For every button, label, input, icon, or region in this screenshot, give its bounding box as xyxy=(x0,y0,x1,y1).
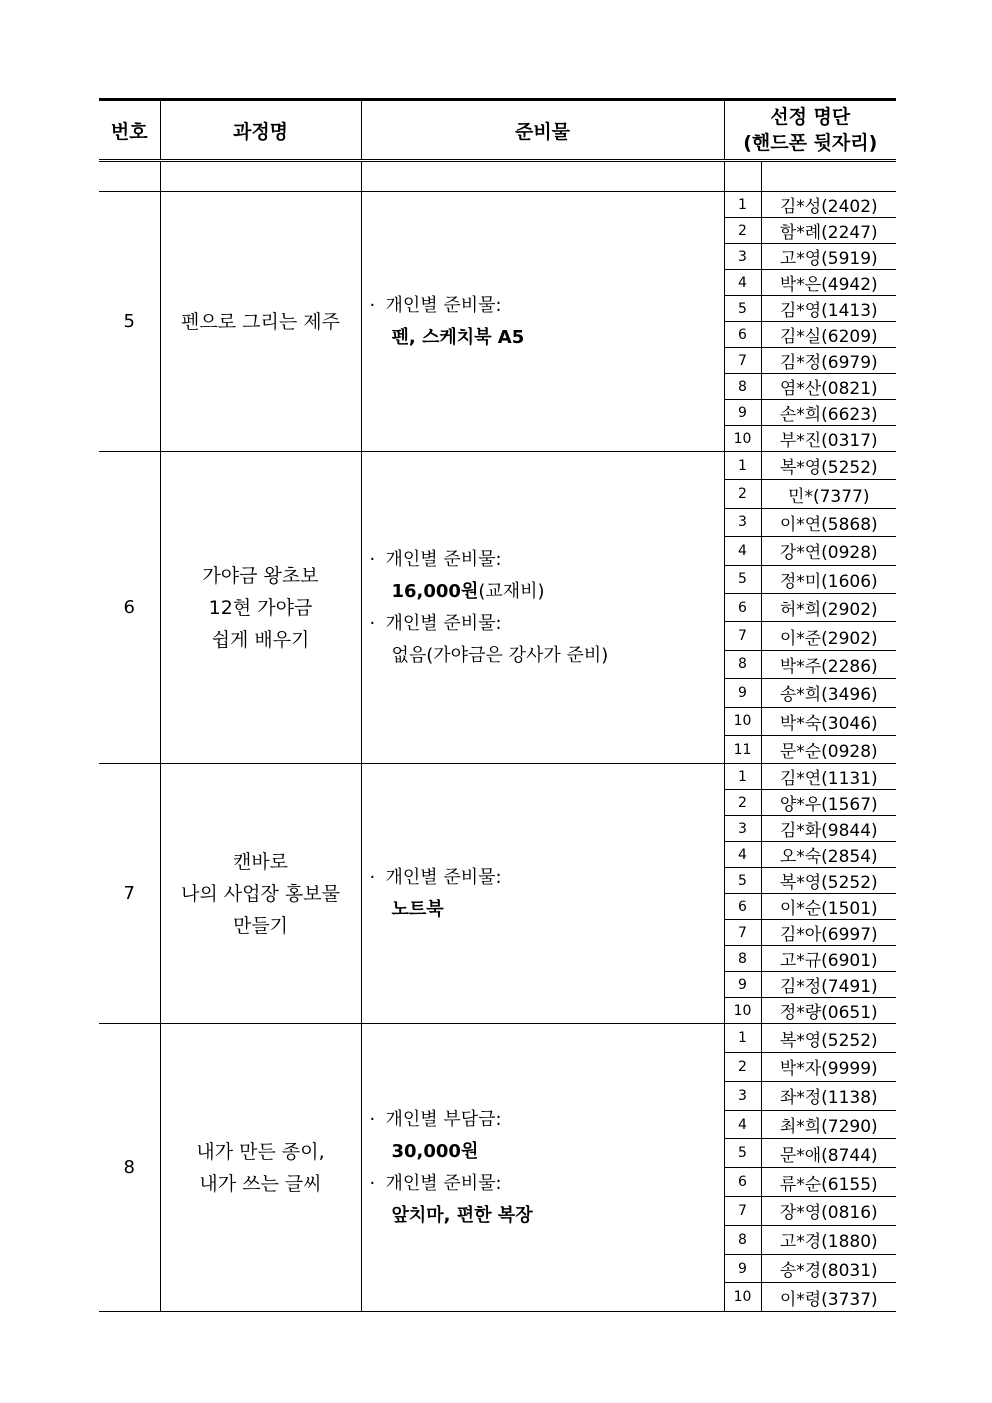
selection-index: 5 xyxy=(724,565,761,593)
header-course: 과정명 xyxy=(160,100,361,161)
selection-index: 8 xyxy=(724,1225,761,1254)
selection-index: 10 xyxy=(724,426,761,452)
selection-index: 11 xyxy=(724,735,761,763)
prep-item-value xyxy=(370,1136,724,1168)
selection-index: 10 xyxy=(724,998,761,1024)
table-row xyxy=(99,452,896,480)
selected-person: 허*희(2902) xyxy=(761,593,896,621)
prep-value-text: 앞치마, 편한 복장 xyxy=(391,1204,533,1226)
prep-item-value xyxy=(370,894,724,926)
prep-value-suffix: (교재비) xyxy=(478,580,545,602)
selection-index: 7 xyxy=(724,348,761,374)
course-name-line: 나의 사업장 홍보물 xyxy=(181,882,340,905)
selected-person: 김*정(6979) xyxy=(761,348,896,374)
prep-label-text: 개인별 준비물: xyxy=(385,294,502,316)
selection-index: 7 xyxy=(724,622,761,650)
course-prep xyxy=(361,764,724,1024)
selected-person: 이*연(5868) xyxy=(761,508,896,536)
selection-index: 3 xyxy=(724,508,761,536)
course-number: 8 xyxy=(99,1024,160,1312)
prep-value-text: 없음(가야금은 강사가 준비) xyxy=(391,644,609,666)
selection-index: 10 xyxy=(724,707,761,735)
selection-index: 4 xyxy=(724,270,761,296)
header-row xyxy=(99,100,896,161)
selection-index: 7 xyxy=(724,1197,761,1226)
bullet-mark: · xyxy=(369,1108,376,1130)
selection-index: 1 xyxy=(724,192,761,218)
selection-index: 9 xyxy=(724,1254,761,1283)
header-selection xyxy=(724,100,896,161)
course-number: 5 xyxy=(99,192,160,452)
course-number: 6 xyxy=(99,452,160,764)
table-row xyxy=(99,1024,896,1053)
selection-index: 5 xyxy=(724,1139,761,1168)
selection-index: 8 xyxy=(724,650,761,678)
selected-person: 송*희(3496) xyxy=(761,679,896,707)
selection-index: 4 xyxy=(724,1110,761,1139)
spacer-row xyxy=(99,161,896,192)
prep-item-value xyxy=(370,576,724,608)
selected-person: 강*연(0928) xyxy=(761,537,896,565)
selected-person: 류*순(6155) xyxy=(761,1168,896,1197)
selected-person: 김*연(1131) xyxy=(761,764,896,790)
selected-person: 김*화(9844) xyxy=(761,816,896,842)
course-name-line: 12현 가야금 xyxy=(208,596,313,619)
selected-person: 손*희(6623) xyxy=(761,400,896,426)
selection-index: 9 xyxy=(724,972,761,998)
selected-person: 오*숙(2854) xyxy=(761,842,896,868)
selection-index: 10 xyxy=(724,1283,761,1312)
selected-person: 민*(7377) xyxy=(761,480,896,508)
selected-person: 장*영(0816) xyxy=(761,1197,896,1226)
selected-person: 김*성(2402) xyxy=(761,192,896,218)
prep-item-label xyxy=(370,290,724,322)
prep-label-text: 개인별 준비물: xyxy=(385,866,502,888)
table-body xyxy=(99,161,896,1312)
selected-person: 김*영(1413) xyxy=(761,296,896,322)
selection-index: 6 xyxy=(724,593,761,621)
selection-index: 6 xyxy=(724,322,761,348)
prep-value-text: 노트북 xyxy=(391,898,444,920)
bullet-mark: · xyxy=(369,866,376,888)
selection-index: 8 xyxy=(724,946,761,972)
selected-person: 박*자(9999) xyxy=(761,1053,896,1082)
selection-table xyxy=(99,98,896,1312)
selection-index: 9 xyxy=(724,679,761,707)
prep-item-value xyxy=(370,322,724,354)
bullet-mark: · xyxy=(369,612,376,634)
prep-item-label xyxy=(370,544,724,576)
selected-person: 김*아(6997) xyxy=(761,920,896,946)
selected-person: 정*미(1606) xyxy=(761,565,896,593)
selection-index: 2 xyxy=(724,790,761,816)
prep-label-text: 개인별 준비물: xyxy=(385,612,502,634)
selected-person: 고*규(6901) xyxy=(761,946,896,972)
course-name-line: 내가 쓰는 글씨 xyxy=(199,1172,322,1195)
selection-index: 3 xyxy=(724,244,761,270)
selection-index: 1 xyxy=(724,452,761,480)
selected-person: 박*은(4942) xyxy=(761,270,896,296)
selection-index: 3 xyxy=(724,816,761,842)
selection-index: 3 xyxy=(724,1081,761,1110)
bullet-mark: · xyxy=(369,548,376,570)
course-prep xyxy=(361,1024,724,1312)
course-name xyxy=(160,1024,361,1312)
course-number: 7 xyxy=(99,764,160,1024)
table-row xyxy=(99,764,896,790)
course-name-line: 만들기 xyxy=(232,914,289,937)
bullet-mark: · xyxy=(369,294,376,316)
selected-person: 정*량(0651) xyxy=(761,998,896,1024)
course-name-line: 캔바로 xyxy=(232,850,289,873)
course-name xyxy=(160,764,361,1024)
selection-index: 1 xyxy=(724,1024,761,1053)
header-prep: 준비물 xyxy=(361,100,724,161)
selected-person: 최*희(7290) xyxy=(761,1110,896,1139)
course-name-line: 내가 만든 종이, xyxy=(196,1140,325,1163)
selection-index: 5 xyxy=(724,868,761,894)
selection-index: 5 xyxy=(724,296,761,322)
course-name xyxy=(160,192,361,452)
prep-item-value xyxy=(370,1200,724,1232)
selection-index: 4 xyxy=(724,537,761,565)
selected-person: 고*영(5919) xyxy=(761,244,896,270)
prep-item-label xyxy=(370,862,724,894)
course-prep xyxy=(361,192,724,452)
selected-person: 복*영(5252) xyxy=(761,1024,896,1053)
selected-person: 김*정(7491) xyxy=(761,972,896,998)
prep-label-text: 개인별 준비물: xyxy=(385,1172,502,1194)
header-num: 번호 xyxy=(99,100,160,161)
selected-person: 김*실(6209) xyxy=(761,322,896,348)
selected-person: 박*숙(3046) xyxy=(761,707,896,735)
prep-label-text: 개인별 준비물: xyxy=(385,548,502,570)
selected-person: 이*순(1501) xyxy=(761,894,896,920)
course-name-line: 쉽게 배우기 xyxy=(211,628,310,651)
prep-value-text: 16,000원 xyxy=(391,580,479,602)
selection-index: 2 xyxy=(724,1053,761,1082)
selection-document xyxy=(99,98,896,1312)
selection-index: 2 xyxy=(724,480,761,508)
selection-index: 9 xyxy=(724,400,761,426)
selected-person: 고*경(1880) xyxy=(761,1225,896,1254)
header-selection-line2: (핸드폰 뒷자리) xyxy=(743,132,878,154)
course-name xyxy=(160,452,361,764)
header-selection-line1: 선정 명단 xyxy=(770,106,851,128)
selected-person: 송*경(8031) xyxy=(761,1254,896,1283)
selected-person: 부*진(0317) xyxy=(761,426,896,452)
prep-item-label xyxy=(370,1168,724,1200)
selection-index: 7 xyxy=(724,920,761,946)
selection-index: 6 xyxy=(724,1168,761,1197)
selected-person: 함*례(2247) xyxy=(761,218,896,244)
selected-person: 문*애(8744) xyxy=(761,1139,896,1168)
prep-label-text: 개인별 부담금: xyxy=(385,1108,502,1130)
selected-person: 양*우(1567) xyxy=(761,790,896,816)
selected-person: 복*영(5252) xyxy=(761,868,896,894)
bullet-mark: · xyxy=(369,1172,376,1194)
selection-index: 4 xyxy=(724,842,761,868)
course-name-line: 펜으로 그리는 제주 xyxy=(181,310,340,333)
selected-person: 박*주(2286) xyxy=(761,650,896,678)
course-prep xyxy=(361,452,724,764)
prep-item-value xyxy=(370,640,724,672)
course-name-line: 가야금 왕초보 xyxy=(202,564,319,587)
selected-person: 좌*정(1138) xyxy=(761,1081,896,1110)
selected-person: 이*준(2902) xyxy=(761,622,896,650)
selection-index: 2 xyxy=(724,218,761,244)
selected-person: 염*산(0821) xyxy=(761,374,896,400)
selection-index: 8 xyxy=(724,374,761,400)
prep-item-label xyxy=(370,1104,724,1136)
selected-person: 문*순(0928) xyxy=(761,735,896,763)
prep-value-text: 30,000원 xyxy=(391,1140,479,1162)
prep-item-label xyxy=(370,608,724,640)
prep-value-text: 펜, 스케치북 A5 xyxy=(391,326,525,348)
selection-index: 1 xyxy=(724,764,761,790)
table-row xyxy=(99,192,896,218)
selection-index: 6 xyxy=(724,894,761,920)
selected-person: 복*영(5252) xyxy=(761,452,896,480)
selected-person: 이*령(3737) xyxy=(761,1283,896,1312)
